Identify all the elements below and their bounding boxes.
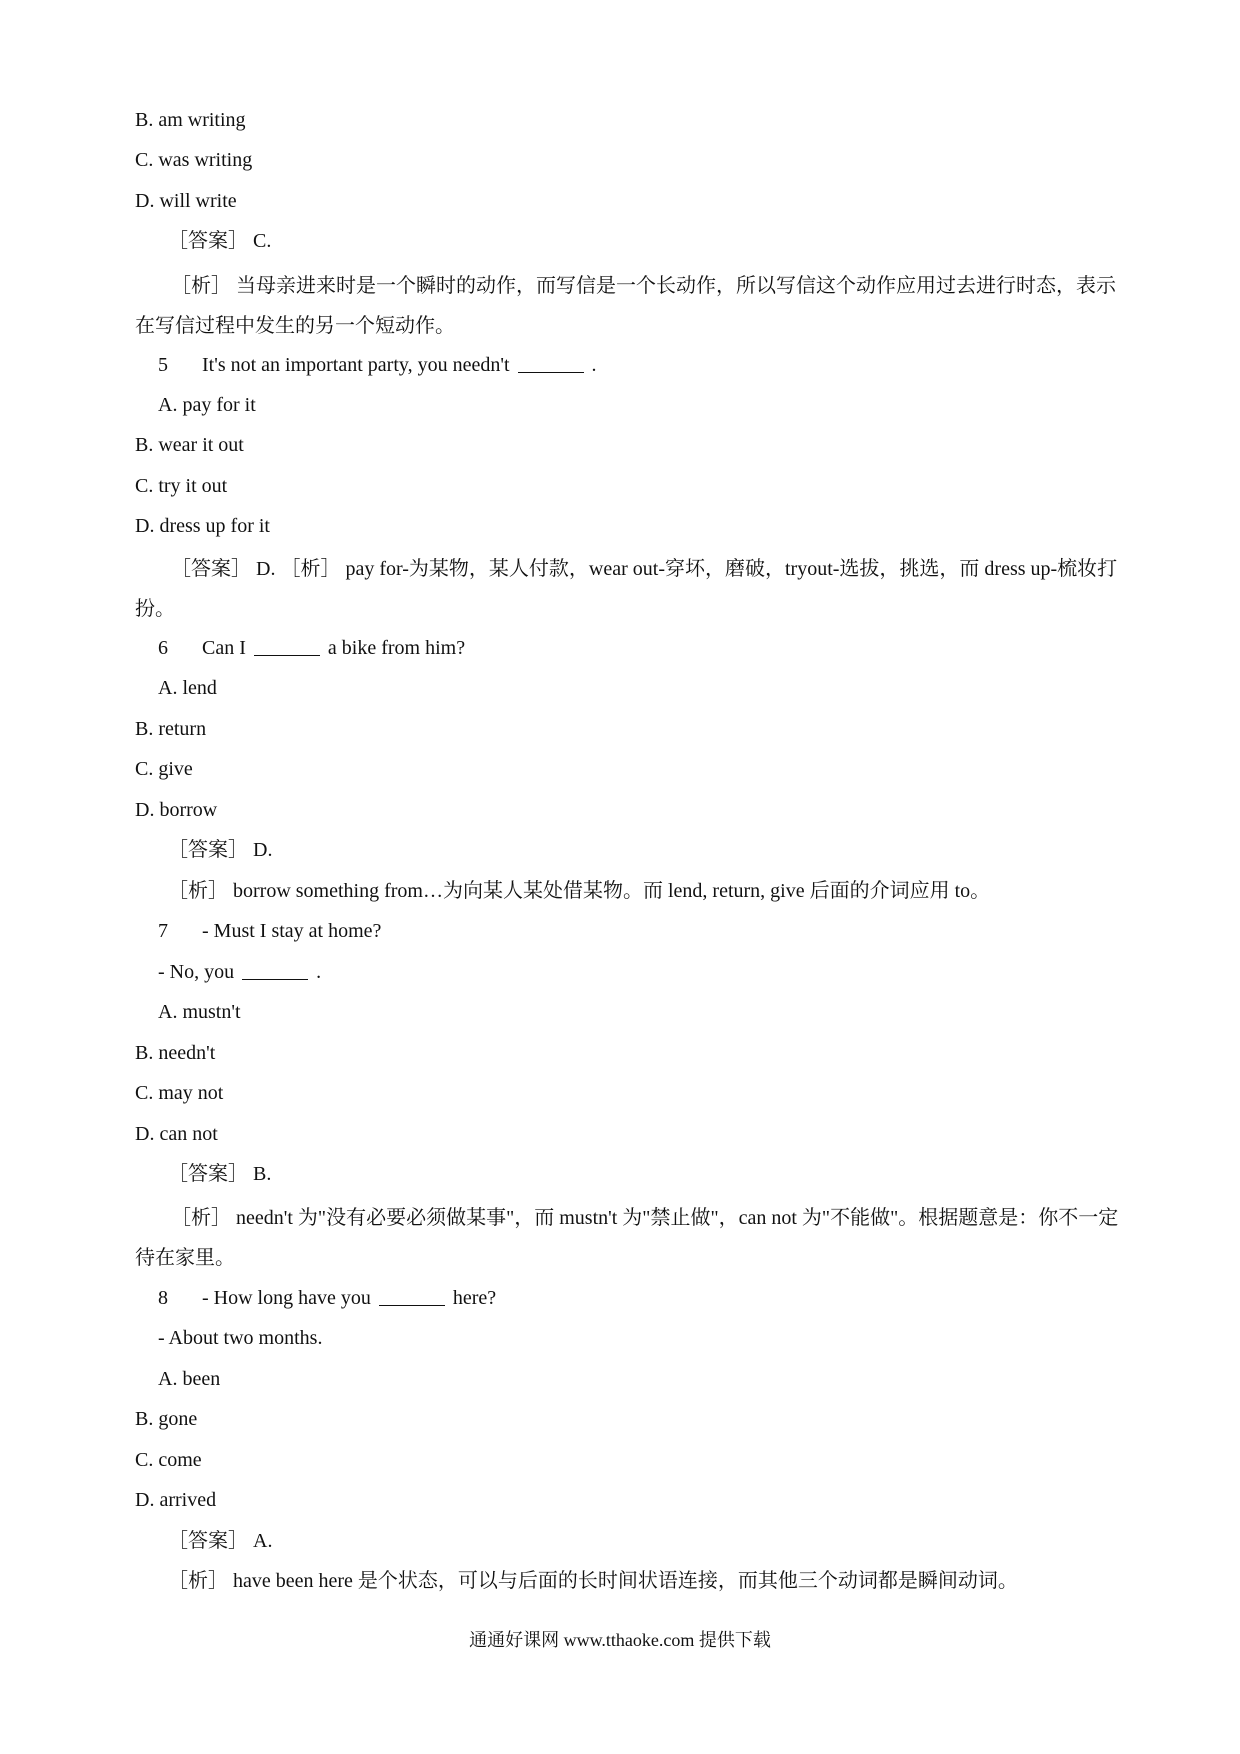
q5-number: 5 bbox=[158, 354, 168, 376]
q7-reply-text: - No, you bbox=[158, 961, 235, 983]
q8-answer: ［答案］ A. bbox=[168, 1530, 273, 1552]
q6-blank bbox=[254, 637, 320, 656]
q6-option-d: D. borrow bbox=[135, 799, 218, 821]
q8-option-a: A. been bbox=[158, 1368, 221, 1390]
q6-option-a: A. lend bbox=[158, 677, 217, 699]
q7-option-a: A. mustn't bbox=[158, 1001, 241, 1023]
q4-option-c: C. was writing bbox=[135, 149, 253, 171]
q5-option-a: A. pay for it bbox=[158, 394, 256, 416]
q5-stem-text: It's not an important party, you needn't bbox=[202, 354, 510, 376]
q8-option-d: D. arrived bbox=[135, 1489, 217, 1511]
q7-option-d: D. can not bbox=[135, 1123, 218, 1145]
q6-analysis: ［析］ borrow something from…为向某人某处借某物。而 lend, return, give 后面的介词应用 to。 bbox=[168, 880, 991, 902]
q6-option-c: C. give bbox=[135, 758, 193, 780]
q5-analysis: ［答案］ D. ［析］ pay for-为某物，某人付款，wear out-穿坏，磨破，tryout-选拔，挑选，而 dress up-梳妆打扮。 bbox=[135, 558, 1118, 620]
q4-answer: ［答案］ C. bbox=[168, 230, 272, 252]
q5-stem-end: . bbox=[591, 354, 597, 376]
q6-number: 6 bbox=[158, 637, 168, 659]
q6-stem-end: a bike from him? bbox=[327, 637, 466, 659]
q4-option-b: B. am writing bbox=[135, 109, 246, 131]
q8-stem bbox=[158, 1283, 496, 1313]
q7-number: 7 bbox=[158, 920, 168, 942]
page-footer: 通通好课网 www.tthaoke.com 提供下载 bbox=[469, 1630, 771, 1650]
q6-stem-text: Can I bbox=[202, 637, 246, 659]
q6-answer: ［答案］ D. bbox=[168, 839, 273, 861]
q5-blank bbox=[518, 354, 584, 373]
q6-option-b: B. return bbox=[135, 718, 207, 740]
q6-stem bbox=[158, 633, 465, 663]
q8-stem-text: - How long have you bbox=[202, 1287, 371, 1309]
q7-stem-text: - Must I stay at home? bbox=[202, 920, 382, 942]
q8-reply: - About two months. bbox=[158, 1327, 323, 1349]
q7-answer: ［答案］ B. bbox=[168, 1163, 272, 1185]
q7-option-b: B. needn't bbox=[135, 1042, 216, 1064]
q8-option-b: B. gone bbox=[135, 1408, 198, 1430]
q5-option-d: D. dress up for it bbox=[135, 515, 270, 537]
q7-reply bbox=[158, 957, 321, 987]
q5-option-b: B. wear it out bbox=[135, 434, 244, 456]
q4-option-d: D. will write bbox=[135, 190, 237, 212]
q5-stem bbox=[158, 350, 597, 380]
q7-blank bbox=[242, 961, 308, 980]
q8-number: 8 bbox=[158, 1287, 168, 1309]
q7-reply-end: . bbox=[316, 961, 322, 983]
q8-analysis: ［析］ have been here 是个状态，可以与后面的长时间状语连接，而其他三个动词都是瞬间动词。 bbox=[168, 1570, 1018, 1592]
q4-analysis: ［析］ 当母亲进来时是一个瞬时的动作，而写信是一个长动作，所以写信这个动作应用过去进行时态，表示在写信过程中发生的另一个短动作。 bbox=[135, 275, 1116, 337]
q7-option-c: C. may not bbox=[135, 1082, 224, 1104]
q5-option-c: C. try it out bbox=[135, 475, 228, 497]
q7-analysis: ［析］ needn't 为"没有必要必须做某事"，而 mustn't 为"禁止做"，can not 为"不能做"。根据题意是：你不一定待在家里。 bbox=[135, 1207, 1119, 1269]
q7-stem bbox=[158, 916, 381, 946]
q8-blank bbox=[379, 1287, 445, 1306]
q8-stem-end: here? bbox=[452, 1287, 497, 1309]
q8-option-c: C. come bbox=[135, 1449, 202, 1471]
